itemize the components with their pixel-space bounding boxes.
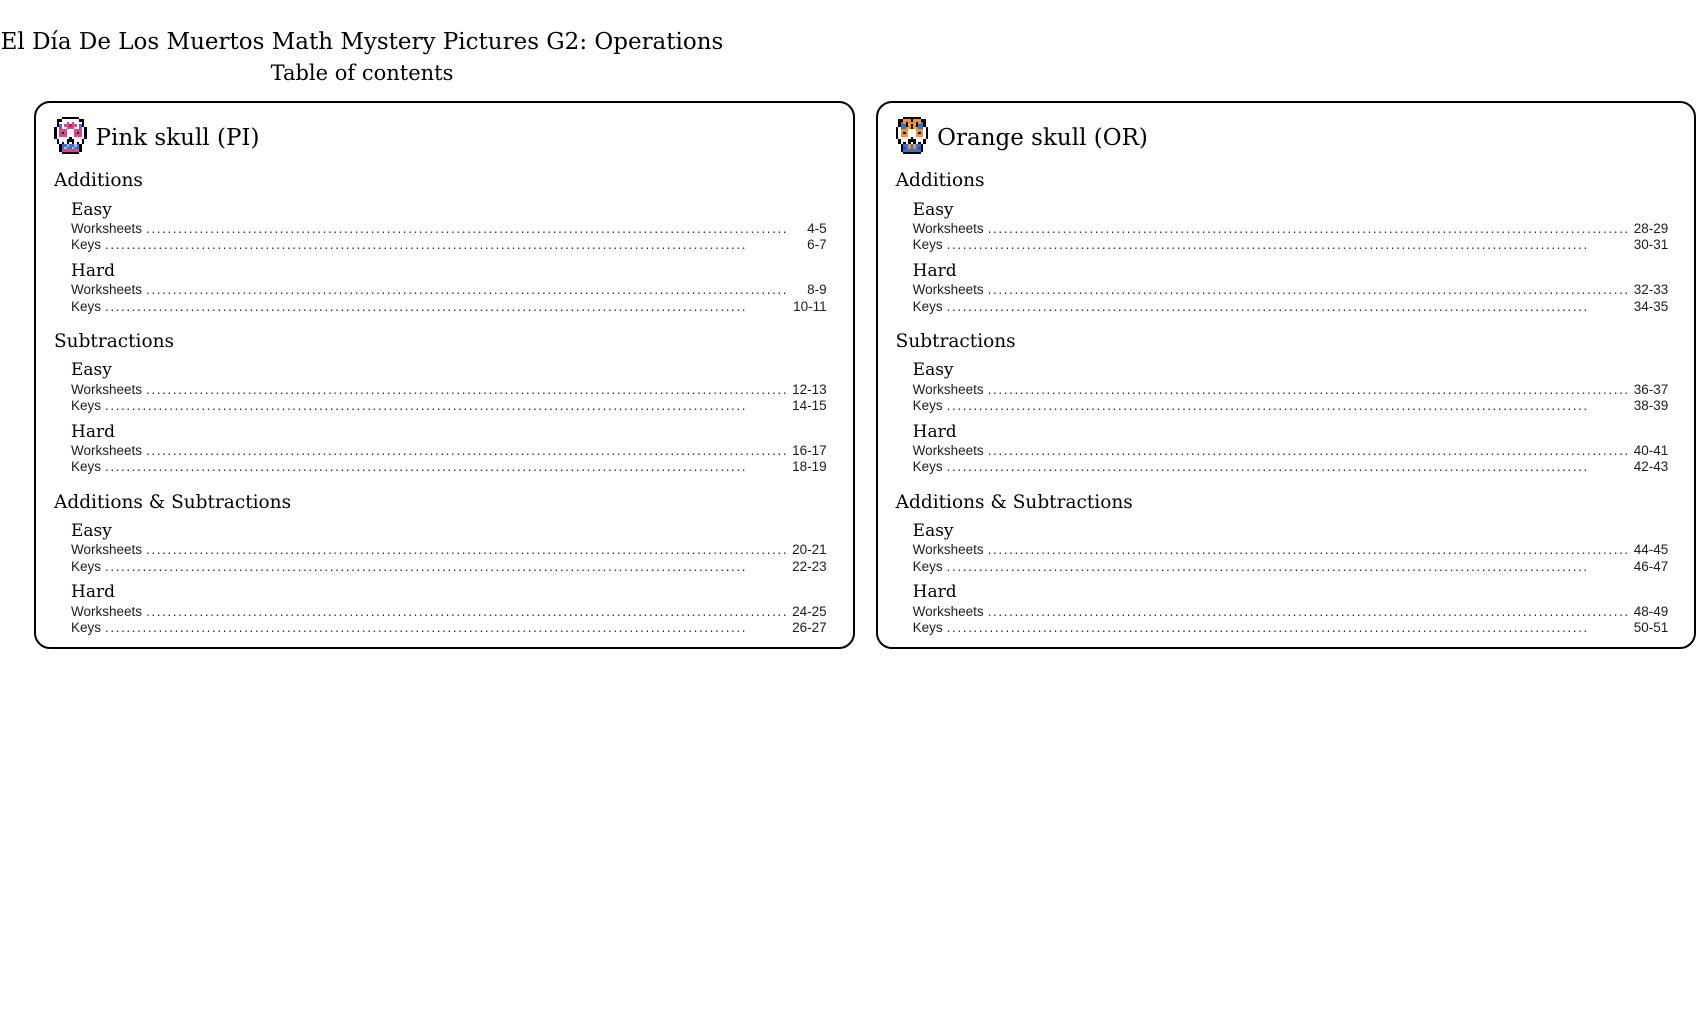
leader-dots: ........................................................................................................................	[946, 459, 1589, 475]
toc-entry	[71, 382, 827, 399]
entry-pages: 6-7	[807, 237, 827, 253]
toc-entry	[71, 542, 827, 559]
entry-pages: 16-17	[792, 442, 827, 458]
toc-section	[896, 170, 1669, 315]
entry-pages: 24-25	[792, 603, 827, 619]
difficulty-group	[71, 582, 827, 636]
difficulty-label: Hard	[71, 421, 115, 442]
entry-pages: 50-51	[1633, 620, 1669, 635]
entry-label: Worksheets	[71, 381, 143, 397]
entry-label: Worksheets	[912, 282, 984, 298]
leader-dots: ........................................................................................................................	[105, 558, 748, 574]
leader-dots: ........................................................................................................................	[987, 442, 1630, 458]
entry-label: Keys	[912, 620, 943, 635]
toc-entry	[913, 237, 1669, 254]
entry-label: Worksheets	[912, 220, 984, 236]
entry-pages: 26-27	[792, 620, 827, 635]
leader-dots: ........................................................................................................................	[146, 603, 789, 619]
entry-label: Worksheets	[71, 442, 143, 458]
toc-entry	[913, 459, 1669, 476]
entry-label: Keys	[71, 558, 102, 574]
section-title: Additions	[895, 170, 985, 192]
page-title: El Día De Los Muertos Math Mystery Pictures G2: Operations	[0, 29, 724, 55]
toc-entry	[71, 604, 827, 621]
box-header	[54, 117, 827, 155]
difficulty-label: Hard	[912, 421, 957, 442]
toc-entry	[913, 382, 1669, 399]
difficulty-label: Hard	[71, 582, 115, 603]
difficulty-label: Hard	[912, 260, 957, 281]
leader-dots: ........................................................................................................................	[146, 282, 789, 298]
toc-entry	[913, 620, 1669, 637]
toc-section	[896, 331, 1669, 476]
toc-entry	[71, 398, 827, 415]
title-block	[0, 0, 724, 86]
leader-dots: ........................................................................................................................	[146, 442, 789, 458]
entry-pages: 32-33	[1633, 282, 1669, 298]
entry-pages: 44-45	[1633, 542, 1669, 558]
toc-section	[896, 492, 1669, 637]
entry-pages: 12-13	[792, 381, 827, 397]
entry-pages: 30-31	[1633, 237, 1669, 253]
leader-dots: ........................................................................................................................	[105, 620, 748, 635]
difficulty-group	[71, 422, 827, 476]
entry-pages: 48-49	[1633, 603, 1669, 619]
difficulty-group	[71, 521, 827, 575]
difficulty-label: Hard	[912, 582, 957, 603]
entry-label: Worksheets	[912, 603, 984, 619]
toc-entry	[913, 542, 1669, 559]
difficulty-label: Easy	[71, 360, 112, 381]
toc-entry	[913, 282, 1669, 299]
difficulty-label: Easy	[912, 360, 954, 381]
toc-entry	[71, 282, 827, 299]
section-title: Subtractions	[895, 331, 1016, 353]
entry-label: Keys	[71, 459, 102, 475]
leader-dots: ........................................................................................................................	[105, 459, 748, 475]
toc-boxes-container	[34, 101, 1669, 649]
difficulty-group	[913, 521, 1669, 575]
toc-entry	[71, 299, 827, 316]
section-title: Subtractions	[54, 331, 174, 353]
box-title: Pink skull (PI)	[95, 125, 260, 152]
toc-section	[54, 170, 827, 315]
entry-label: Worksheets	[912, 542, 984, 558]
toc-entry	[913, 604, 1669, 621]
leader-dots: ........................................................................................................................	[946, 558, 1589, 574]
entry-pages: 42-43	[1633, 459, 1669, 475]
entry-label: Keys	[71, 298, 102, 314]
leader-dots: ........................................................................................................................	[105, 398, 748, 414]
toc-section	[54, 492, 827, 637]
entry-label: Worksheets	[71, 542, 143, 558]
leader-dots: ........................................................................................................................	[946, 237, 1589, 253]
entry-pages: 22-23	[792, 558, 827, 574]
entry-label: Keys	[912, 298, 943, 314]
difficulty-label: Hard	[71, 260, 115, 281]
entry-label: Worksheets	[71, 603, 143, 619]
toc-entry	[913, 398, 1669, 415]
leader-dots: ........................................................................................................................	[987, 542, 1630, 558]
entry-pages: 18-19	[792, 459, 827, 475]
toc-entry	[913, 443, 1669, 460]
difficulty-label: Easy	[912, 199, 954, 220]
entry-label: Keys	[912, 459, 943, 475]
entry-pages: 8-9	[807, 282, 827, 298]
difficulty-group	[71, 200, 827, 254]
toc-entry	[71, 559, 827, 576]
orange-skull-icon	[896, 117, 929, 155]
entry-label: Keys	[71, 398, 102, 414]
entry-pages: 28-29	[1633, 220, 1669, 236]
difficulty-group	[71, 261, 827, 315]
toc-box-pink	[34, 101, 855, 649]
page-subtitle: Table of contents	[270, 60, 454, 85]
entry-label: Worksheets	[912, 442, 984, 458]
entry-label: Keys	[912, 237, 943, 253]
toc-entry	[71, 443, 827, 460]
entry-pages: 4-5	[807, 220, 827, 236]
toc-entry	[71, 221, 827, 238]
entry-pages: 34-35	[1633, 298, 1669, 314]
toc-box-orange	[876, 101, 1696, 649]
leader-dots: ........................................................................................................................	[946, 398, 1589, 414]
difficulty-label: Easy	[912, 521, 954, 541]
box-title: Orange skull (OR)	[937, 125, 1148, 152]
difficulty-label: Easy	[71, 199, 112, 220]
difficulty-group	[913, 422, 1669, 476]
entry-label: Worksheets	[71, 220, 143, 236]
entry-pages: 38-39	[1633, 398, 1669, 414]
entry-label: Worksheets	[912, 381, 984, 397]
section-title: Additions	[54, 170, 143, 192]
toc-entry	[71, 237, 827, 254]
leader-dots: ........................................................................................................................	[105, 298, 748, 314]
difficulty-group	[913, 582, 1669, 636]
leader-dots: ........................................................................................................................	[146, 381, 789, 397]
pink-skull-icon	[54, 117, 87, 155]
entry-label: Keys	[912, 558, 943, 574]
entry-pages: 40-41	[1633, 442, 1669, 458]
difficulty-group	[71, 360, 827, 414]
entry-pages: 14-15	[792, 398, 827, 414]
leader-dots: ........................................................................................................................	[987, 282, 1630, 298]
difficulty-label: Easy	[71, 521, 112, 541]
entry-label: Keys	[71, 237, 102, 253]
difficulty-group	[913, 261, 1669, 315]
section-title: Additions & Subtractions	[54, 491, 292, 513]
leader-dots: ........................................................................................................................	[146, 220, 789, 236]
leader-dots: ........................................................................................................................	[946, 298, 1589, 314]
difficulty-group	[913, 200, 1669, 254]
entry-pages: 10-11	[793, 298, 827, 314]
leader-dots: ........................................................................................................................	[987, 381, 1630, 397]
box-header	[896, 117, 1669, 155]
entry-label: Worksheets	[71, 282, 143, 298]
leader-dots: ........................................................................................................................	[946, 620, 1589, 635]
toc-section	[54, 331, 827, 476]
toc-entry	[913, 299, 1669, 316]
leader-dots: ........................................................................................................................	[987, 603, 1630, 619]
entry-label: Keys	[912, 398, 943, 414]
difficulty-group	[913, 360, 1669, 414]
entry-pages: 20-21	[792, 542, 827, 558]
toc-entry	[913, 559, 1669, 576]
toc-entry	[71, 459, 827, 476]
entry-pages: 36-37	[1633, 381, 1669, 397]
entry-label: Keys	[71, 620, 102, 635]
leader-dots: ........................................................................................................................	[146, 542, 789, 558]
toc-entry	[913, 221, 1669, 238]
leader-dots: ........................................................................................................................	[987, 220, 1630, 236]
leader-dots: ........................................................................................................................	[105, 237, 748, 253]
entry-pages: 46-47	[1633, 558, 1669, 574]
section-title: Additions & Subtractions	[895, 491, 1133, 513]
toc-entry	[71, 620, 827, 637]
